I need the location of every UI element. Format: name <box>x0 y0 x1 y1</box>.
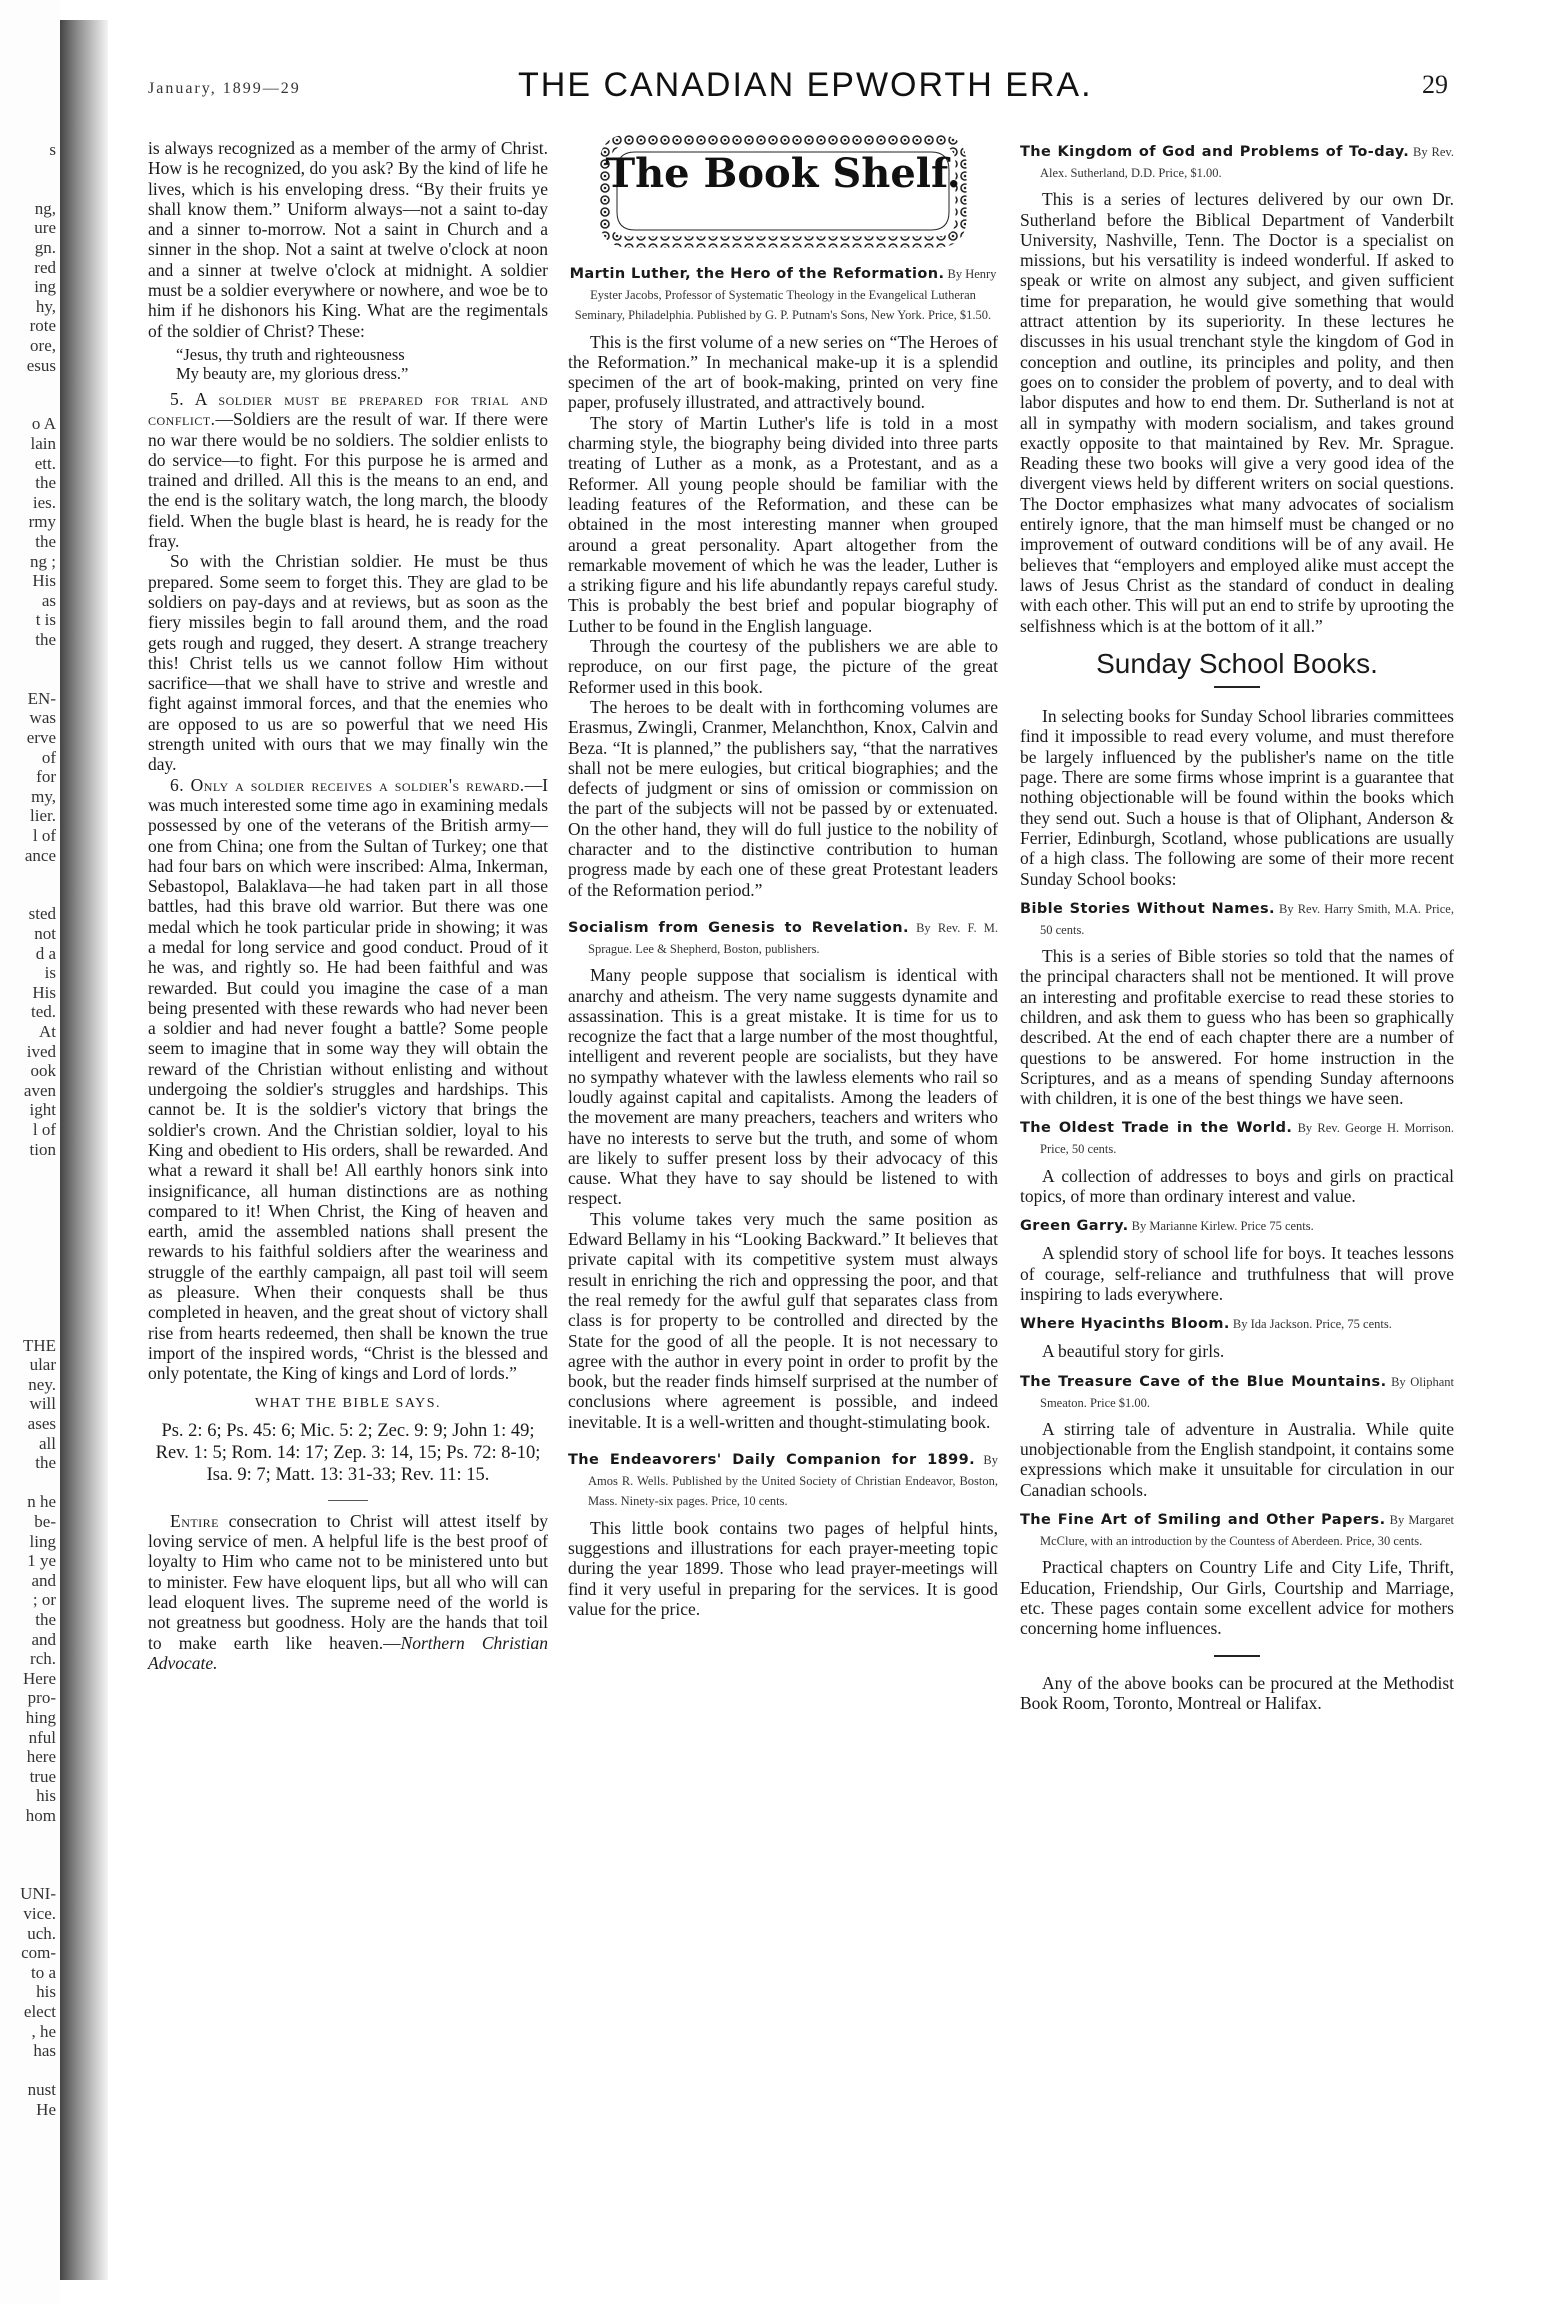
book-shelf-title: The Book Shelf. <box>605 150 961 197</box>
page-header <box>148 60 1488 110</box>
gutter-text-fragment: ling <box>29 1531 56 1551</box>
quote-source: Northern Christian Advocate. <box>148 1632 548 1673</box>
column-1 <box>148 138 548 1673</box>
review-heading <box>568 262 998 324</box>
gutter-text-fragment: l of <box>32 1120 56 1139</box>
review-heading <box>568 1448 998 1510</box>
book-title: Bible Stories Without Names. <box>1020 900 1275 917</box>
book-title: Socialism from Genesis to Revelation. <box>568 919 909 936</box>
book-title: Where Hyacinths Bloom. <box>1020 1316 1230 1333</box>
book-title: The Fine Art of Smiling and Other Papers. <box>1020 1512 1386 1529</box>
gutter-text-fragment: ett. <box>34 453 56 473</box>
gutter-text-fragment: true <box>29 1766 56 1786</box>
divider <box>1214 686 1260 688</box>
paragraph: This is a series of lectures delivered by our own Dr. Sutherland before the Biblical Department of Vanderbilt University, Nashville, Tenn. The Doctor is a specialist on missions, but his versatility is indeed wonderful. If asked to speak or write on almost any subject, and given sufficient time for preparation, he would give something that would attract attention by its superiority. In these lectures he discusses in his usual trenchant style the kingdom of God in conception and outline, its principles and polity, and then goes on to consider the problem of poverty, and to deal with labor disputes and how to end them. Dr. Sutherland is not at all in sympathy with modern socialism, and takes ground exactly opposite to that maintained by Rev. Mr. Sprague. Reading these two books will give a very good idea of the divergent views held by different writers on social questions. The Doctor emphasizes what many advocates of socialism entirely ignore, that the man himself must be changed or no improvement of outward conditions will be of any avail. He believes that “employers and employed alike must accept the laws of Jesus Christ as the standard of conduct in dealing with each other. This will put an end to strife by uprooting the selfishness which is at the bottom of it all.” <box>1020 189 1454 636</box>
gutter-text-fragment: d a <box>35 943 56 963</box>
gutter-text-fragment: his <box>36 1786 56 1806</box>
gutter-text-fragment: ies. <box>32 492 56 512</box>
book-entry-heading <box>1020 1508 1454 1549</box>
book-entry-heading <box>1020 1116 1454 1157</box>
book-title: The Endeavorers' Daily Companion for 1899. <box>568 1452 976 1469</box>
book-meta: By Oliphant Smeaton. Price $1.00. <box>1040 1374 1454 1410</box>
book-title: Green Garry. <box>1020 1218 1129 1235</box>
paragraph: This is a series of Bible stories so told that the names of the principal characters shall not be mentioned. It will prove an interesting and profitable exercise to read these stories to children, and ask them to guess who has been so graphically described. At the end of each chapter there are a number of questions to be answered. For home instruction in the Scriptures, and as a means of spending Sunday afternoons with children, it is one of the best things we have seen. <box>1020 946 1454 1109</box>
gutter-text-fragment: THE <box>22 1335 56 1355</box>
gutter-text-fragment: gn. <box>34 238 56 257</box>
scripture-references: Ps. 2: 6; Ps. 45: 6; Mic. 5: 2; Zec. 9: 9; John 1: 49; Rev. 1: 5; Rom. 14: 17; Zep. 3: 14, 15; Ps. 72: 8-10; Isa. 9: 7; Matt. 13: 31-33; Rev. 11: 15. <box>155 1420 541 1485</box>
review-heading <box>568 916 998 957</box>
gutter-text-fragment: 1 ye <box>27 1551 56 1571</box>
gutter-text-fragment: ng, <box>34 198 56 218</box>
paragraph-text: —I was much interested some time ago in examining medals possessed by one of the veterans of the British army—one from China; one from the Sultan of Turkey; one that had four bars on which were inscribed: Alma, Inkerman, Sebastopol, Balaklava—he had taken part in all those battles, had this brave old warrior. But there was one medal which he took particular pride in showing; it was a medal for long service and good conduct. Proud of it he was, and rightly so. He had been faithful and was rewarded. But could you imagine the case of a man being presented with these rewards who had never been a soldier and had never fought a battle? Some people seem to imagine that in some way they will obtain the reward of the Christian without enlisting and without undergoing the soldier's struggles and hardships. This cannot be. It is the soldier's victory that brings the soldier's crown. And the Christian soldier, loyal to his King and obedient to His orders, shall be rewarded. And what a reward it shall be! All earthly honors sink into insignificance, all human distinctions are as nothing compared to it! When Christ, the King of heaven and earth, amid the assembled nations shall present the rewards to his faithful soldiers after the weariness and struggle of the earthly campaign, all past toil will seem as pleasure. When their conquests shall be thus completed in heaven, and the great shout of victory shall rise from hearts redeemed, then shall be known the true import of the inspired words, “Christ is the blessed and only potentate, the King of kings and Lord of lords.” <box>148 774 548 1384</box>
book-entry-heading <box>1020 1370 1454 1411</box>
book-title: Martin Luther, the Hero of the Reformation. <box>569 266 945 282</box>
gutter-text-fragment: nust <box>27 2080 56 2100</box>
book-meta: By Rev. Alex. Sutherland, D.D. Price, $1.00. <box>1040 145 1454 180</box>
gutter-text-fragment: the <box>35 1610 56 1629</box>
gutter-text-fragment: my, <box>31 786 56 806</box>
gutter-text-fragment: ook <box>30 1061 56 1081</box>
gutter-text-fragment: , he <box>31 2021 56 2041</box>
book-entry-heading <box>1020 1214 1454 1235</box>
gutter-text-fragment: his <box>36 1982 56 2002</box>
gutter-text-fragment: not <box>34 924 56 943</box>
gutter-text-fragment: ular <box>29 1355 56 1375</box>
paragraph: A beautiful story for girls. <box>1042 1341 1225 1362</box>
gutter-text-fragment: At <box>39 1022 56 1041</box>
gutter-text-fragment: rmy <box>28 512 56 532</box>
paragraph: Through the courtesy of the publishers we are able to reproduce, on our first page, the picture of the great Reformer used in this book. <box>568 636 998 697</box>
gutter-text-fragment: is <box>44 963 56 983</box>
book-meta: By Ida Jackson. Price, 75 cents. <box>1229 1317 1392 1332</box>
gutter-text-fragment: l of <box>32 826 56 845</box>
gutter-text-fragment: lain <box>30 434 56 453</box>
gutter-text-fragment: nful <box>28 1727 56 1747</box>
paragraph: The story of Martin Luther's life is told in a most charming style, the biography being divided into three parts treating of Luther as a monk, as a Protestant, and as a Reformer. All young people should be familiar with the leading features of the Reformation, and these can be obtained in the most interesting manner when grouped around a great personality. Apart altogether from the remarkable movement of which he was the leader, Luther is a striking figure and his life abundantly repays careful study. This is probably the best brief and popular biography of Luther to be found in the English language. <box>568 412 998 636</box>
gutter-text-fragment: the <box>35 473 56 493</box>
gutter-text-fragment: lier. <box>30 806 56 826</box>
gutter-text-fragment: was <box>29 708 56 728</box>
gutter-text-fragment: s <box>49 140 56 159</box>
gutter-text-fragment: the <box>35 630 56 649</box>
section-title: Sunday School Books. <box>1096 647 1378 679</box>
gutter-text-fragment: hy, <box>35 296 56 316</box>
gutter-text-fragment: be- <box>34 1512 56 1531</box>
gutter-text-fragment: uch. <box>27 1923 56 1943</box>
page-binding-shadow <box>60 20 108 2280</box>
gutter-text-fragment: ing <box>34 277 56 297</box>
page-number: 29 <box>1422 70 1448 99</box>
paragraph: In selecting books for Sunday School libraries committees find it impossible to read every volume, and must therefore be largely influenced by the publisher's name on the title page. There are some firms whose imprint is a guarantee that nothing objectionable will be found within the books which they send out. Such a house is that of Oliphant, Anderson & Ferrier, Edinburgh, Scotland, whose publications are usually of a high class. The following are some of their more recent Sunday School books: <box>1020 706 1454 889</box>
gutter-text-fragment: n he <box>27 1492 56 1512</box>
gutter-text-fragment: elect <box>23 2002 56 2021</box>
book-meta: By Rev. Harry Smith, M.A. Price, 50 cents. <box>1040 901 1454 937</box>
gutter-text-fragment: esus <box>26 355 56 375</box>
gutter-text-fragment: rch. <box>30 1649 56 1669</box>
paragraph: is always recognized as a member of the army of Christ. How is he recognized, do you ask? By the kind of life he lives, which is his enveloping dress. “By their fruits ye shall know them.” Uniform always—not a saint to-day and a sinner to-morrow. Not a saint in Church and a sinner in the shop. Not a saint at twelve o'clock at noon and a sinner at twelve o'clock at midnight. A soldier must be a soldier everywhere or nowhere, and woe be to him if he dishonors his King. What are the regimentals of the soldier of Christ? These: <box>148 138 548 341</box>
gutter-text-fragment: hom <box>25 1806 56 1825</box>
book-meta: By Henry Eyster Jacobs, Professor of Systematic Theology in the Evangelical Lutheran Seminary, Philadelphia. Published by G. P. Putnam's Sons, New York. Price, $1.50. <box>574 267 997 323</box>
paragraph: Practical chapters on Country Life and City Life, Thrift, Education, Friendship, Our Girls, Courtship and Marriage, etc. These pages contain some excellent advice for mothers concerning home influences. <box>1020 1557 1454 1639</box>
gutter-text-fragment: ases <box>27 1414 56 1433</box>
gutter-text-fragment: ure <box>34 218 56 238</box>
gutter-text-fragment: the <box>35 1453 56 1473</box>
gutter-text-fragment: ore, <box>30 336 56 355</box>
paragraph <box>148 775 548 1384</box>
gutter-text-fragment: and <box>31 1570 56 1590</box>
lead-word: Entire <box>170 1510 220 1531</box>
divider <box>1214 1655 1260 1657</box>
gutter-text-fragment: ng ; <box>30 551 56 571</box>
paragraph: A splendid story of school life for boys. It teaches lessons of courage, self-reliance and truthfulness that will prove inspiring to lads everywhere. <box>1020 1243 1454 1304</box>
gutter-text-fragment: red <box>34 257 56 277</box>
divider <box>328 1500 368 1501</box>
gutter-text-fragment: all <box>39 1433 56 1453</box>
column-2 <box>568 128 998 1619</box>
gutter-text-fragment: has <box>33 2041 56 2061</box>
paragraph-text: consecration to Christ will attest itself by loving service of men. A helpful life is the best proof of loyalty to Him who came not to be ministered unto but to minister. Few have eloquent lips, but all who will can lead eloquent lives. The supreme need of the world is not greatness but goodness. Holy are the hands that toil to make earth like heaven.— <box>148 1510 548 1653</box>
gutter-text-fragment: t is <box>35 610 56 630</box>
book-meta: By Amos R. Wells. Published by the United Society of Christian Endeavor, Boston, Mass. Ninety-six pages. Price, 10 cents. <box>588 1453 998 1509</box>
paragraph: This little book contains two pages of helpful hints, suggestions and illustrations for each prayer-meeting topic during the year 1899. Those who lead prayer-meetings will find it very useful in preparing for the services. It is good value for the price. <box>568 1517 998 1619</box>
previous-page-gutter <box>0 0 60 2304</box>
paragraph-text: —Soldiers are the result of war. If there were no war there would be no soldiers. The soldier enlists to do service—to fight. For this purpose he is armed and trained and drilled. All this is the means to an end, and the end is the solitary watch, the long march, the bloody field. When the bugle blast is heard, he is ready for the fray. <box>148 409 548 552</box>
gutter-text-fragment: of <box>41 747 56 767</box>
book-title: The Kingdom of God and Problems of To-day. <box>1020 144 1410 160</box>
gutter-text-fragment: aven <box>23 1080 56 1100</box>
bible-heading: WHAT THE BIBLE SAYS. <box>254 1395 442 1411</box>
gutter-text-fragment: rote <box>29 316 56 336</box>
gutter-text-fragment: as <box>41 590 56 610</box>
gutter-text-fragment: His <box>32 571 56 591</box>
publication-title: THE CANADIAN EPWORTH ERA. <box>518 66 1093 104</box>
gutter-text-fragment: His <box>32 982 56 1002</box>
gutter-text-fragment: ived <box>26 1041 56 1061</box>
verse-line: My beauty are, my glorious dress.” <box>176 363 409 383</box>
gutter-text-fragment: com- <box>21 1943 56 1963</box>
paragraph: This volume takes very much the same position as Edward Bellamy in his “Looking Backward.” It believes that private capital with its competitive system must always result in enriching the rich and oppressing the poor, and that the real remedy for the awful gulf that separates class from class is for property to be controlled and directed by the State for the good of all the people. It is not necessary to agree with the author in every point in order to profit by the book, but the reader finds himself surprised at the number of conclusions where agreement is possible, and indeed inevitable. It is a well-written and thought-stimulating book. <box>568 1208 998 1432</box>
paragraph <box>148 1511 548 1673</box>
point-heading: 6. Only a soldier receives a soldier's reward. <box>170 774 525 795</box>
gutter-text-fragment: tion <box>29 1139 56 1159</box>
gutter-text-fragment: erve <box>26 728 56 747</box>
gutter-text-fragment: to a <box>30 1962 56 1982</box>
paragraph: A collection of addresses to boys and girls on practical topics, of more than ordinary interest and value. <box>1020 1165 1454 1207</box>
gutter-text-fragment: Here <box>22 1668 56 1688</box>
paragraph: This is the first volume of a new series on “The Heroes of the Reformation.” In mechanical make-up it is a splendid specimen of the art of book-making, printed on very fine paper, profusely illustrated, and attractively bound. <box>568 331 998 413</box>
gutter-text-fragment: UNI- <box>20 1884 56 1904</box>
paragraph <box>148 389 548 551</box>
column-3 <box>1020 140 1454 1713</box>
verse-line: “Jesus, thy truth and righteousness <box>176 344 405 364</box>
point-heading: 5. A soldier must be prepared for trial and conflict. <box>148 388 548 430</box>
gutter-text-fragment: pro- <box>27 1688 56 1708</box>
paragraph: The heroes to be dealt with in forthcoming volumes are Erasmus, Zwingli, Cranmer, Melanchthon, Knox, Calvin and Beza. “It is planned,” the publishers say, “that the narratives shall not be mere eulogies, but critical biographies; and the defects of judgment or sins of omission or commission on the part of the subjects will not be passed by or extenuated. On the other hand, they will do full justice to the nobility of character and to the distinctive contribution to human progress made by each one of these great Protestant leaders of the Reformation period.” <box>568 696 998 900</box>
gutter-text-fragment: ight <box>29 1100 56 1120</box>
paragraph: A stirring tale of adventure in Australia. While quite unobjectionable from the English standpoint, it contains some expressions which make it unsuitable for circulation in our Canadian schools. <box>1020 1418 1454 1500</box>
header-date: January, 1899—29 <box>148 80 301 97</box>
paragraph: Many people suppose that socialism is identical with anarchy and atheism. The very name suggests dynamite and assassination. This is a great mistake. It is time for us to recognize the fact that a large number of the most thoughtful, intelligent and reverent people are socialists, but they have no sympathy whatever with the lawless elements who rail so loudly against capital and capitalists. Among the leaders of the movement are many preachers, teachers and writers who have no interests to serve but the truth, and some of whom are likely to suffer present loss by their advocacy of this cause. What they have to say should be listened to with respect. <box>568 965 998 1209</box>
gutter-text-fragment: o A <box>31 414 56 434</box>
paragraph: So with the Christian soldier. He must be thus prepared. Some seem to forget this. They are glad to be soldiers on pay-days and at reviews, but as soon as the fiery missiles begin to fall around them, and the road gets rough and rugged, they desert. A strange treachery this! Christ tells us we cannot follow Him without sacrifice—that we shall have to strive and wrestle and fight against immoral forces, and that the enemies who are opposed to us are so powerful that we need His strength united with ours that we may finally win the day. <box>148 551 548 775</box>
gutter-text-fragment: for <box>36 767 56 787</box>
book-title: The Oldest Trade in the World. <box>1020 1120 1293 1137</box>
gutter-text-fragment: ted. <box>30 1002 56 1022</box>
gutter-text-fragment: EN- <box>27 688 56 708</box>
book-entry-heading <box>1020 1312 1454 1333</box>
gutter-text-fragment: ; or <box>32 1590 56 1610</box>
gutter-text-fragment: hing <box>25 1708 56 1727</box>
gutter-text-fragment: He <box>36 2100 56 2119</box>
gutter-text-fragment: vice. <box>23 1904 56 1923</box>
gutter-text-fragment: will <box>29 1394 56 1414</box>
book-shelf-banner <box>599 134 967 248</box>
closing-note: Any of the above books can be procured at the Methodist Book Room, Toronto, Montreal or Halifax. <box>1020 1672 1454 1713</box>
review-heading <box>1020 140 1454 181</box>
book-meta: By Rev. F. M. Sprague. Lee & Shepherd, Boston, publishers. <box>588 920 998 956</box>
gutter-text-fragment: here <box>26 1747 56 1767</box>
gutter-text-fragment: and <box>31 1629 56 1649</box>
book-meta: By Rev. George H. Morrison. Price, 50 cents. <box>1040 1121 1455 1157</box>
gutter-text-fragment: ney. <box>28 1374 56 1394</box>
book-meta: By Margaret McClure, with an introduction by the Countess of Aberdeen. Price, 30 cents. <box>1040 1513 1455 1549</box>
gutter-text-fragment: the <box>35 532 56 551</box>
book-title: The Treasure Cave of the Blue Mountains. <box>1020 1373 1387 1390</box>
book-meta: By Marianne Kirlew. Price 75 cents. <box>1128 1219 1314 1234</box>
gutter-text-fragment: ance <box>24 845 56 865</box>
book-entry-heading <box>1020 897 1454 938</box>
gutter-text-fragment: sted <box>28 904 56 924</box>
